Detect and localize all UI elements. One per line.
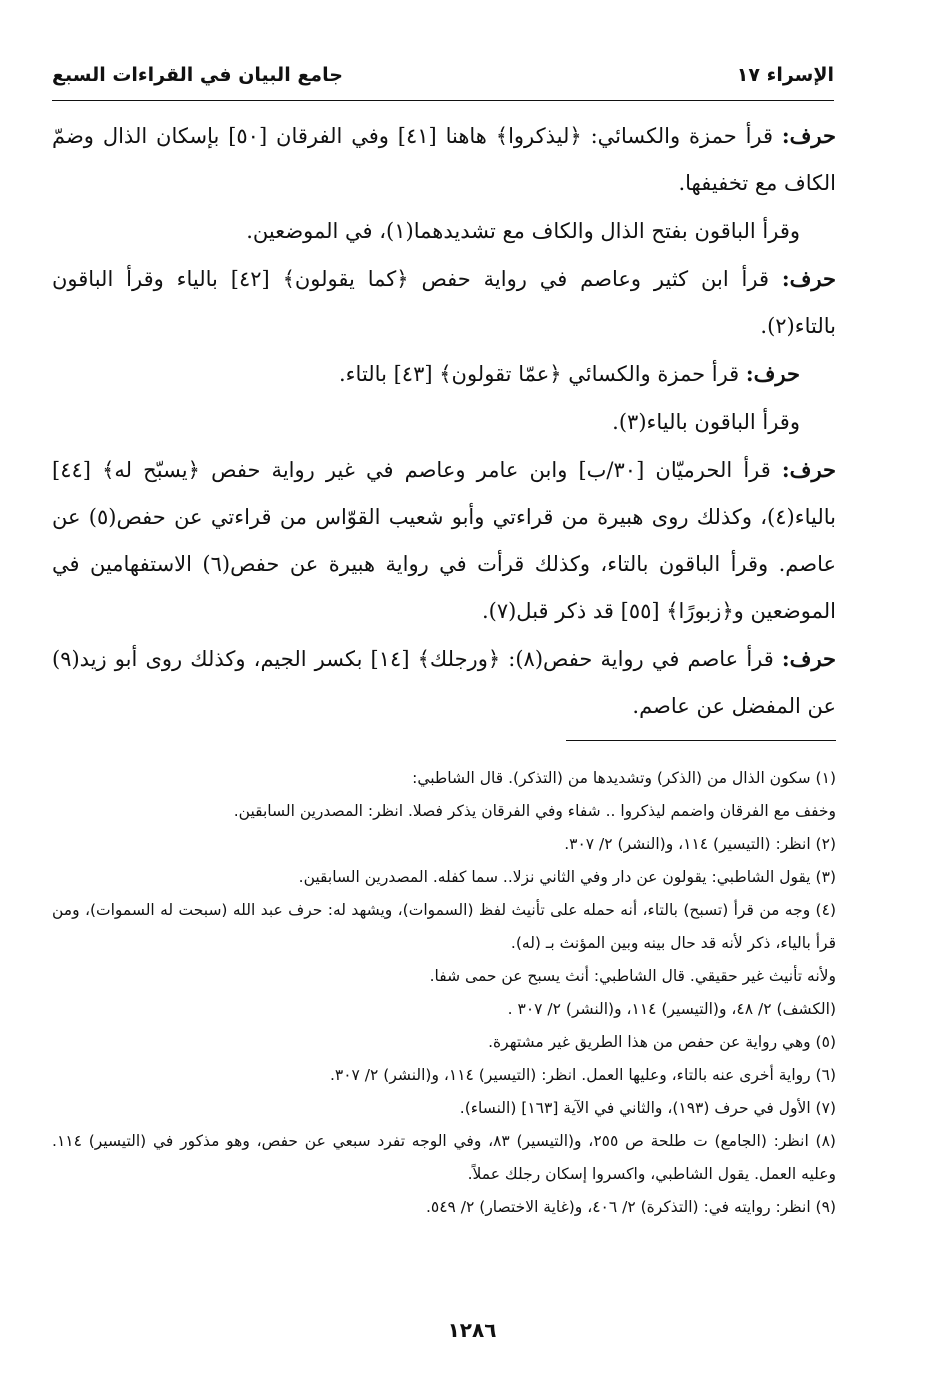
harf-label: حرف: [781,123,836,148]
footnote: (الكشف) ٢/ ٤٨، و(التيسير) ١١٤، و(النشر) ٢/ ٣٠٧ . [507,1000,836,1018]
footnote: (٣) يقول الشاطبي: يقولون عن دار وفي الثاني نزلا.. سما كفله. المصدرين السابقين. [298,868,836,886]
harf-label: حرف: [781,266,836,291]
running-header [52,60,834,101]
footnote: (٦) رواية أخرى عنه بالتاء، وعليها العمل. انظر: (التيسير) ١١٤، و(النشر) ٢/ ٣٠٧. [329,1066,836,1084]
footnote-separator [566,740,836,741]
paragraph-6 [52,446,836,635]
book-title: جامع البيان في القراءات السبع [52,64,343,86]
footnote: (٤) وجه من قرأ (تسبح) بالتاء، أنه حمله على تأنيث لفظ (السموات)، ويشهد له: حرف عبد الله (سبحت له السموات)، ومن قرأ بالياء، ذكر لأنه قد حال بينه وبين المؤنث بـ (له). [52,901,836,952]
paragraph-text: قرأ حمزة والكسائي ﴿عمّا تقولون﴾ [٤٣] بالتاء. [339,362,746,386]
page-number: ١٢٨٦ [447,1318,497,1342]
footnote: (١) سكون الذال من (الذكر) وتشديدها من (التذكر). قال الشاطبي: [412,769,836,787]
footnotes [52,762,836,1224]
footnote: (٥) وهي رواية عن حفص من هذا الطريق غير مشتهرة. [488,1033,836,1051]
main-text [52,112,836,730]
paragraph-2 [52,207,836,255]
paragraph-1 [52,112,836,207]
paragraph-text: قرأ حمزة والكسائي: ﴿ليذكروا﴾ هاهنا [٤١] وفي الفرقان [٥٠] بإسكان الذال وضمّ الكاف مع تخفيفها. [52,124,836,195]
footnote: وخفف مع الفرقان واضمم ليذكروا .. شفاء وفي الفرقان يذكر فصلا. انظر: المصدرين السابقين. [233,802,836,820]
paragraph-text: قرأ ابن كثير وعاصم في رواية حفص ﴿كما يقولون﴾ [٤٢] بالياء وقرأ الباقون بالتاء(٢). [52,267,836,338]
paragraph-text: وقرأ الباقون بفتح الذال والكاف مع تشديدهما(١)، في الموضعين. [246,219,800,243]
paragraph-text: قرأ الحرميّان [٣٠/ب] وابن عامر وعاصم في غير رواية حفص ﴿يسبّح له﴾ [٤٤] بالياء(٤)، وكذلك روى هبيرة من قراءتي وأبو شعيب القوّاس من قراءتي عن حفص(٥) عن عاصم. وقرأ الباقون بالتاء، وكذلك قرأت في رواية هبيرة عن حفص(٦) الاستفهامين في الموضعين و﴿زبورًا﴾ [٥٥] قد ذكر قبل(٧). [52,458,836,623]
paragraph-3 [52,255,836,350]
harf-label: حرف: [781,646,837,671]
footnote: (٧) الأول في حرف (١٩٣)، والثاني في الآية [١٦٣] (النساء). [459,1099,836,1117]
paragraph-text: وقرأ الباقون بالياء(٣). [612,410,800,434]
footnote: (٢) انظر: (التيسير) ١١٤، و(النشر) ٢/ ٣٠٧. [564,835,836,853]
footnote: ولأنه تأنيث غير حقيقي. قال الشاطبي: أنث يسبح عن حمى شفا. [429,967,836,985]
footnote: (٩) انظر: روايته في: (التذكرة) ٢/ ٤٠٦، و(غاية الاختصار) ٢/ ٥٤٩. [425,1198,836,1216]
footnote: (٨) انظر: (الجامع) ت طلحة ص ٢٥٥، و(التيسير) ٨٣، وفي الوجه تفرد سبعي عن حفص، وهو مذكور في (التيسير) ١١٤. وعليه العمل. يقول الشاطبي، واكسروا إسكان رجلك عملاً. [52,1132,836,1183]
chapter-title: الإسراء ١٧ [736,64,834,86]
paragraph-5 [52,398,836,446]
harf-label: حرف: [781,457,837,482]
paragraph-text: قرأ عاصم في رواية حفص(٨): ﴿ورجلك﴾ [١٤] بكسر الجيم، وكذلك روى أبو زيد(٩) عن المفضل عن عاصم. [52,647,836,718]
paragraph-4 [52,350,836,398]
harf-label: حرف: [745,361,800,386]
paragraph-7 [52,635,836,730]
